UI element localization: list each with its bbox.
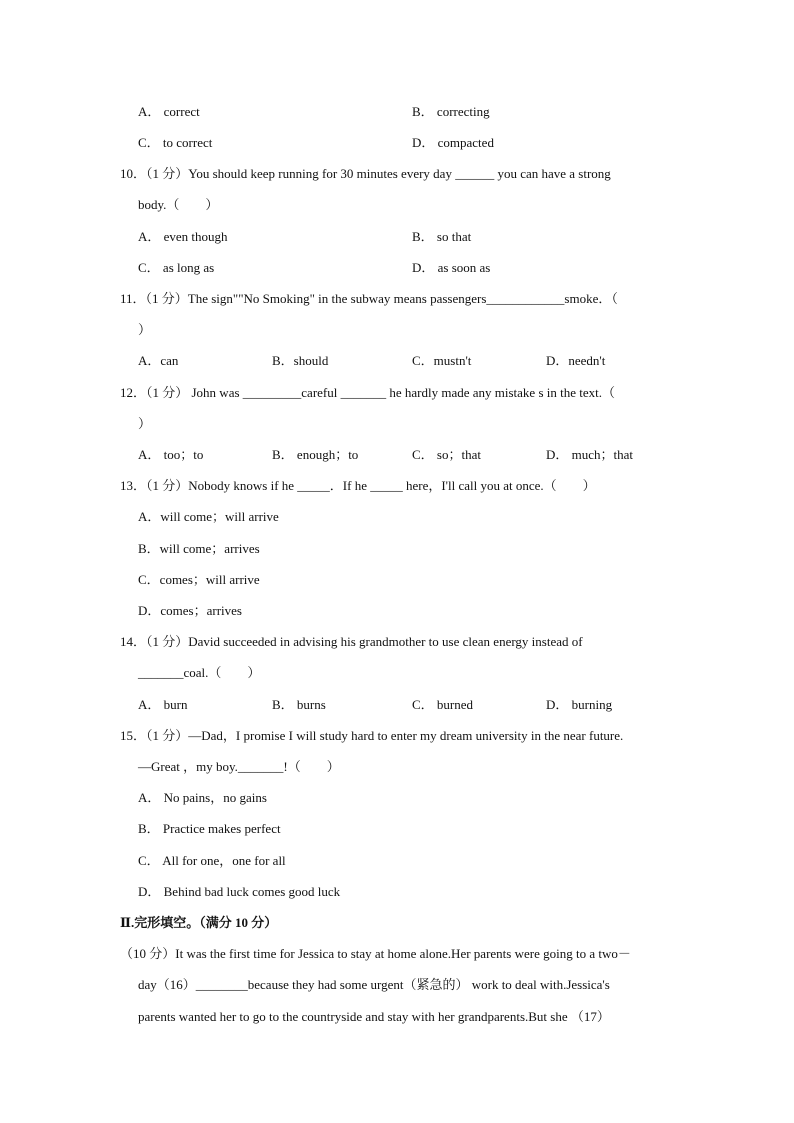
q13-option-b: B．will come；arrives [138,541,260,556]
q11-option-b: B．should [272,353,329,368]
q9-option-a: A． correct [138,104,200,119]
q10-stem-line1: 10．（1 分）You should keep running for 30 minutes every day ______ you can have a strong [120,166,611,181]
q14-stem-line1: 14．（1 分）David succeeded in advising his grandmother to use clean energy instead of [120,634,583,649]
q10-option-b: B． so that [412,229,472,244]
q15-stem-line2: —Great ，my boy._______!（ ） [138,759,340,774]
q10-option-d: D． as soon as [412,260,491,275]
q11-stem-line2: ） [138,322,152,337]
section-title: Ⅱ.完形填空。（满分 10 分） [120,915,278,930]
q15-stem-line1: 15．（1 分）—Dad，I promise I will study hard to enter my dream university in the near future. [120,728,624,743]
q15-option-a: A． No pains，no gains [138,790,267,805]
q12-option-d: D． much；that [546,447,634,462]
passage-line1: （10 分）It was the first time for Jessica to stay at home alone.Her parents were going to a two－ [120,946,631,961]
passage-line2: day（16）________because they had some urgent（紧急的） work to deal with.Jessica's [138,977,610,992]
q12-stem-line2: ） [138,416,152,431]
q9-option-d: D． compacted [412,135,494,150]
q13-option-c: C．comes；will arrive [138,572,260,587]
q14-stem-line2: _______coal.（ ） [138,665,261,680]
q13-option-d: D．comes；arrives [138,603,242,618]
q12-stem-line1: 12．（1 分） John was _________careful _______ he hardly made any mistake s in the text.（ [120,385,615,400]
q11-option-d: D．needn't [546,353,606,368]
passage-line3: parents wanted her to go to the countryside and stay with her grandparents.But she （17） [138,1009,610,1024]
q15-option-c: C． All for one，one for all [138,853,286,868]
q10-option-a: A． even though [138,229,228,244]
q14-option-d: D． burning [546,697,613,712]
q12-option-b: B． enough；to [272,447,359,462]
q13-option-a: A．will come；will arrive [138,509,279,524]
q14-option-b: B． burns [272,697,326,712]
q15-option-b: B． Practice makes perfect [138,821,281,836]
q11-stem-line1: 11．（1 分）The sign""No Smoking" in the subway means passengers____________smoke．（ [120,291,618,306]
q11-option-c: C．mustn't [412,353,472,368]
q10-stem-line2: body.（ ） [138,197,219,212]
q11-option-a: A．can [138,353,179,368]
q12-option-c: C． so；that [412,447,481,462]
q15-option-d: D． Behind bad luck comes good luck [138,884,341,899]
q9-option-c: C． to correct [138,135,213,150]
q14-option-a: A． burn [138,697,188,712]
q14-option-c: C． burned [412,697,474,712]
q9-option-b: B． correcting [412,104,490,119]
q13-stem-line1: 13．（1 分）Nobody knows if he _____．If he _____ here，I'll call you at once.（ ） [120,478,596,493]
q12-option-a: A． too；to [138,447,204,462]
q10-option-c: C． as long as [138,260,215,275]
